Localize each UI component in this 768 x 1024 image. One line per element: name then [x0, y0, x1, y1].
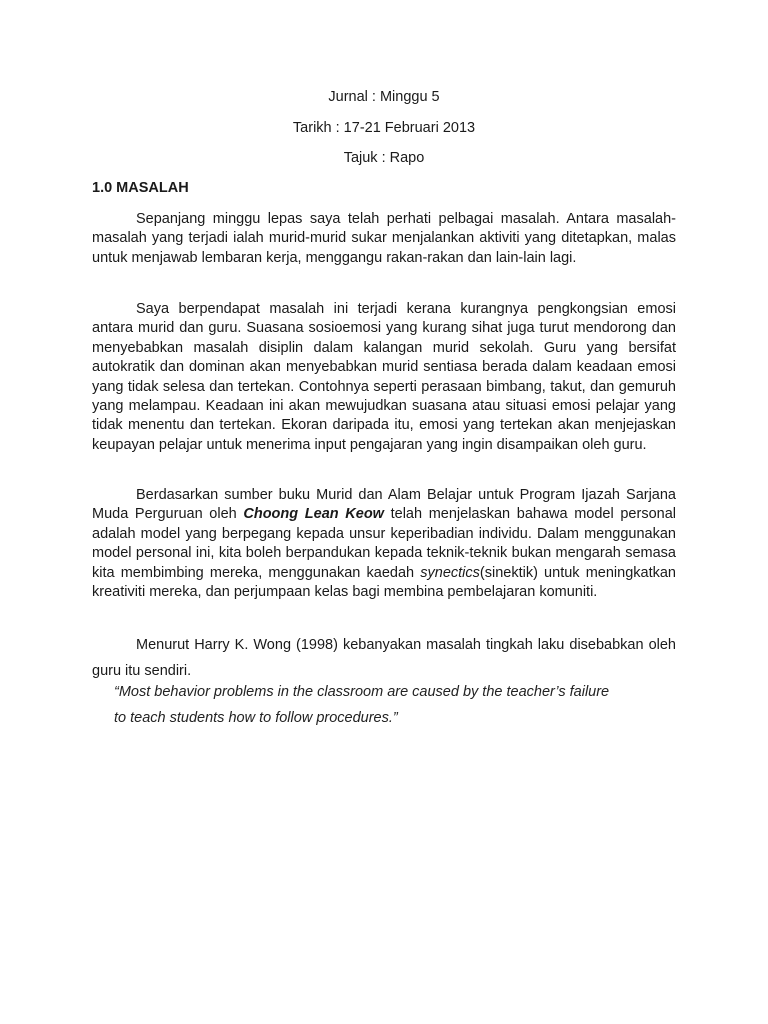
paragraph-2: Saya berpendapat masalah ini terjadi kerana kurangnya pengkongsian emosi antara murid dan guru. Suasana sosioemosi yang kurang sihat juga turut mendorong dan menyebabkan masalah disiplin dalam kalangan murid sekolah. Guru yang bersifat autokratik dan dominan akan menyebabkan murid sentiasa berada dalam keadaan emosi yang tidak selesa dan tertekan. Contohnya seperti perasaan bimbang, takut, dan gemuruh yang melampau. Keadaan ini akan mewujudkan suasana atau situasi emosi pelajar yang tidak menentu dan tertekan. Ekoran daripada itu, emosi yang tertekan akan menjejaskan keupayan pelajar untuk menerima input pengajaran yang ingin disampaikan oleh guru. [92, 301, 676, 453]
paragraph-3 [92, 486, 676, 602]
paragraph-1: Sepanjang minggu lepas saya telah perhati pelbagai masalah. Antara masalah-masalah yang terjadi ialah murid-murid sukar menjalankan aktiviti yang ditetapkan, malas untuk menjawab lembaran kerja, menggangu rakan-rakan dan lain-lain lagi. [92, 211, 676, 266]
paragraph-3-body: telah menjelaskan bahawa model personal adalah model yang berpegang kepada unsur keperibadian individu. Dalam menggunakan model personal ini, kita boleh berpandukan kepada teknik-teknik bukan mengarah semasa kita membimbing mereka, menggunakan kaedah [92, 506, 676, 581]
paragraph-3-intro: Berdasarkan sumber buku Murid dan Alam Belajar untuk Program Ijazah Sarjana Muda Perguruan oleh [92, 487, 676, 523]
paragraph-3-end: (sinektik) untuk meningkatkan kreativiti mereka, dan perjumpaan kelas bagi membina pembelajaran komuniti. [92, 564, 676, 601]
journal-date: Tarikh : 17-21 Februari 2013 [292, 120, 476, 136]
quote-line-1: “Most behavior problems in the classroom are caused by the teacher’s failure [114, 684, 610, 700]
author-name: Choong Lean Keow [243, 506, 384, 523]
section-heading: 1.0 MASALAH [92, 180, 189, 196]
quote-line-2: to teach students how to follow procedures.” [114, 710, 398, 726]
paragraph-4: Menurut Harry K. Wong (1998) kebanyakan masalah tingkah laku disebabkan oleh guru itu sendiri. [92, 637, 676, 679]
journal-title: Jurnal : Minggu 5 [328, 89, 440, 105]
journal-topic: Tajuk : Rapo [343, 150, 425, 166]
synectics-term: synectics [420, 564, 480, 581]
